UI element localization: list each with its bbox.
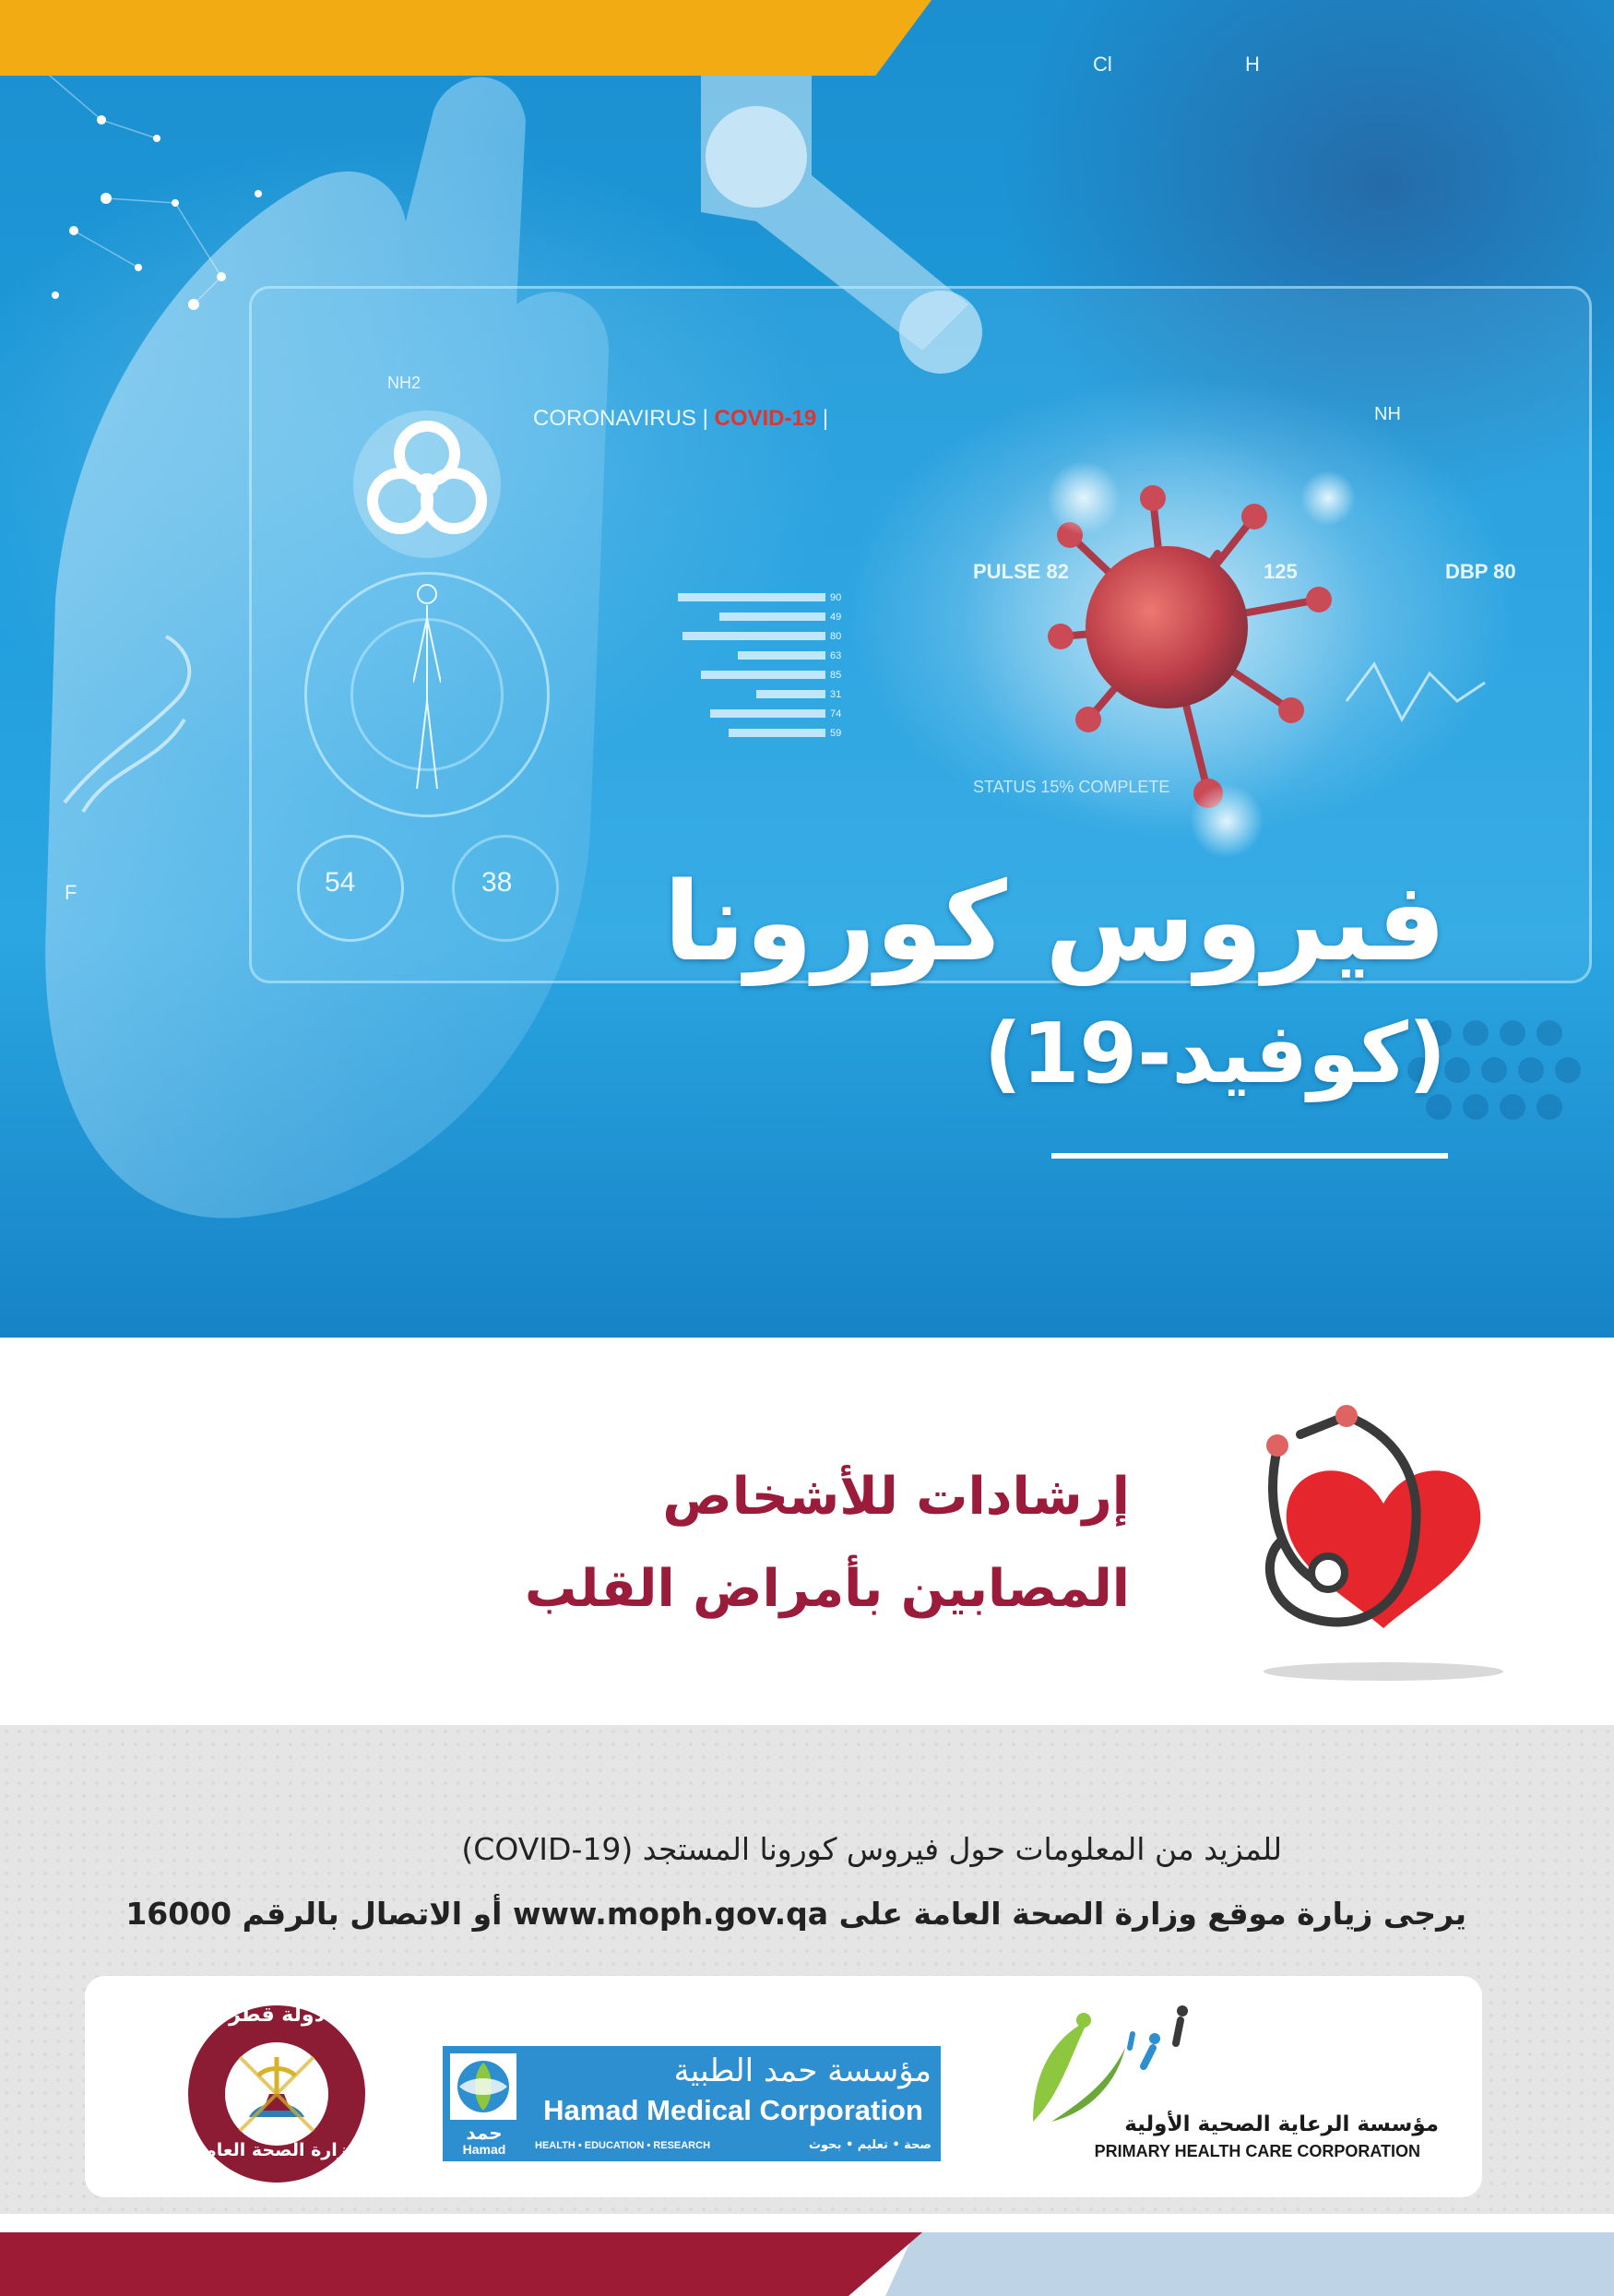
bar-value: 59 [830, 728, 842, 739]
bar-value: 85 [830, 670, 842, 681]
info-line2: يرجى زيارة موقع وزارة الصحة العامة على www.moph.gov.qa أو الاتصال بالرقم 16000 [125, 1896, 1466, 1932]
hmc-name-en: Hamad Medical Corporation [543, 2094, 923, 2126]
vital-dbp: DBP 80 [1445, 560, 1516, 583]
bar-value: 90 [830, 592, 842, 603]
bar-value: 63 [830, 650, 842, 661]
guidance-heading-line2: المصابين بأمراض القلب [524, 1559, 1130, 1619]
bar-value: 74 [830, 708, 842, 720]
moph-name-bottom: وزارة الصحة العامة [195, 2140, 359, 2160]
phcc-emblem-icon [1015, 1993, 1199, 2131]
hmc-emblem-icon [450, 2053, 516, 2120]
hmc-tagline-ar: صحة • تعليم • بحوث [808, 2138, 932, 2152]
hero-title-line1: فيروس كورونا [663, 858, 1446, 985]
hmc-badge-en: Hamad [462, 2142, 506, 2157]
readout-left-value: 54 [325, 867, 356, 898]
chem-label-f: F [65, 881, 77, 904]
phcc-name-en: PRIMARY HEALTH CARE CORPORATION [1094, 2142, 1420, 2160]
bar-value: 31 [830, 689, 842, 700]
hmc-name-ar: مؤسسة حمد الطبية [673, 2052, 932, 2089]
hmc-badge [450, 2053, 516, 2120]
vital-pressure: 125 [1264, 560, 1298, 583]
guidance-heading-line1: إرشادات للأشخاص [662, 1467, 1130, 1527]
chem-label-nh2: NH2 [387, 374, 421, 392]
chem-label-h: H [1245, 53, 1260, 76]
bottom-accent-blue [885, 2232, 1614, 2296]
hud-covid-tag: COVID-19 [714, 406, 817, 431]
hero-title-line2: (كوفيد-19) [983, 1005, 1446, 1102]
human-figure-icon [413, 581, 441, 793]
biohazard-icon [349, 406, 505, 563]
vital-pulse: PULSE 82 [973, 560, 1069, 583]
title-underline [1051, 1153, 1448, 1159]
hmc-badge-ar: حمد [466, 2122, 503, 2144]
readout-right-value: 38 [481, 867, 513, 898]
chem-label-cl: Cl [1093, 53, 1112, 76]
hud-bar-values [830, 589, 867, 744]
phcc-name-ar: مؤسسة الرعاية الصحية الأولية [1124, 2112, 1439, 2136]
hud-coronavirus-label: CORONAVIRUS | COVID-19 | [533, 406, 829, 431]
hud-status-text: STATUS 15% COMPLETE [973, 778, 1170, 796]
hud-brand-text: CORONAVIRUS [533, 406, 696, 431]
moph-name-top: دولة قطر [229, 2004, 325, 2027]
bottom-accent-maroon [0, 2232, 922, 2296]
info-line1: للمزيد من المعلومات حول فيروس كورونا المستجد (COVID-19) [461, 1831, 1282, 1867]
bar-value: 49 [830, 612, 842, 623]
heart-stethoscope-icon [1245, 1398, 1522, 1693]
hmc-tagline-en: HEALTH • EDUCATION • RESEARCH [535, 2140, 711, 2151]
top-accent-bar [0, 0, 932, 76]
chem-label-nh: NH [1374, 404, 1401, 424]
bar-value: 80 [830, 631, 842, 642]
